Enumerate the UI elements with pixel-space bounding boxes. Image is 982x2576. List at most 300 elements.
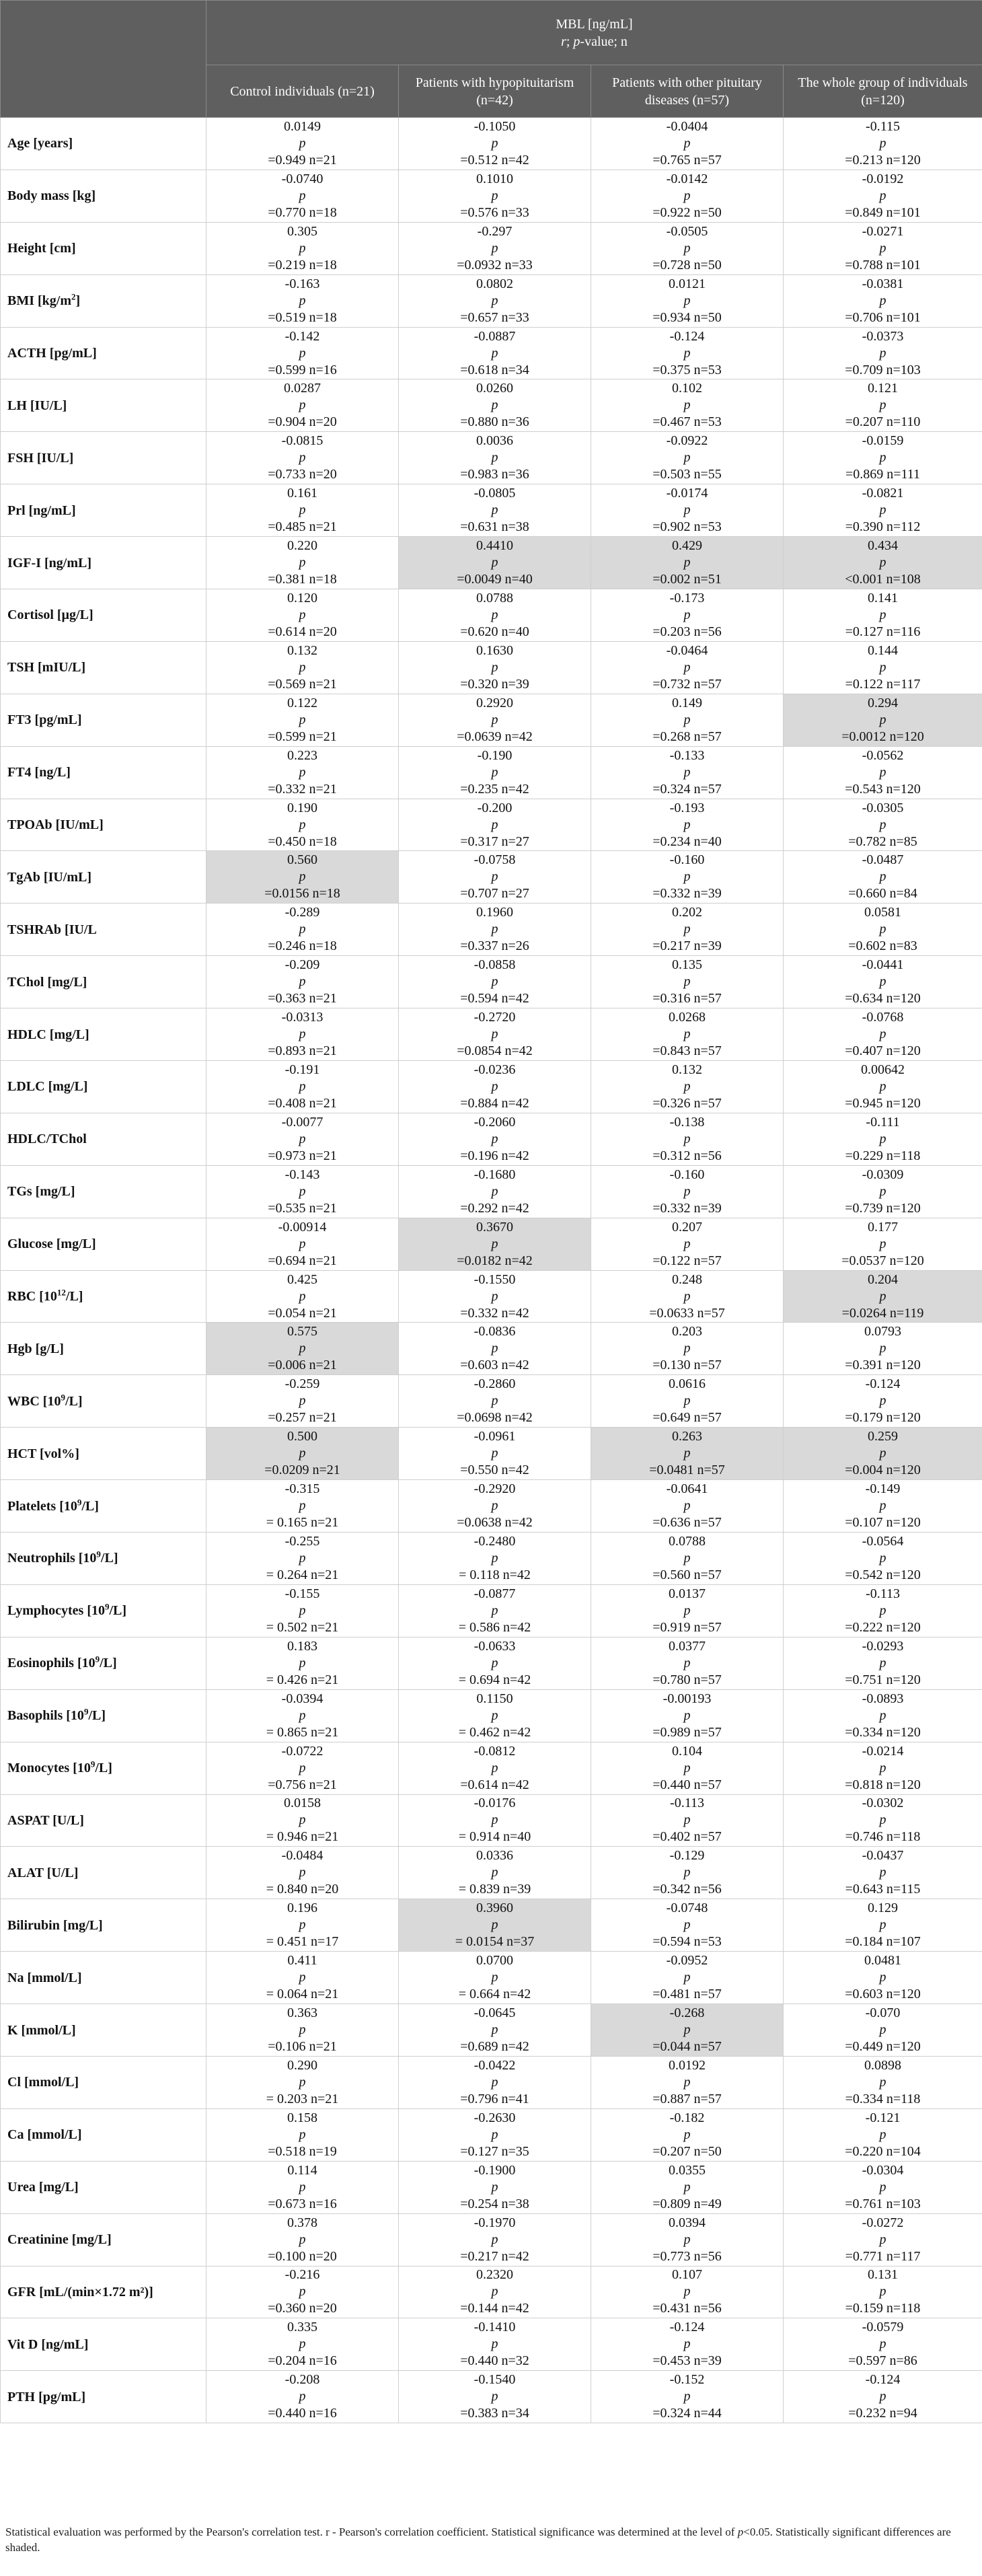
p-value: p =0.337 n=26 xyxy=(460,922,529,954)
r-value: 0.0394 xyxy=(669,2215,706,2230)
value-cell xyxy=(591,851,784,904)
p-value: p =0.796 n=41 xyxy=(460,2074,529,2106)
value-cell xyxy=(784,1637,982,1689)
r-value: -0.315 xyxy=(285,1481,320,1497)
r-value: 0.0581 xyxy=(864,905,901,920)
value-cell xyxy=(206,1794,399,1847)
value-cell xyxy=(591,1899,784,1952)
p-value: p =0.543 n=120 xyxy=(845,764,921,797)
p-value: p =0.207 n=110 xyxy=(845,398,921,430)
row-label: Ca [mmol/L] xyxy=(1,2108,206,2161)
value-cell xyxy=(784,799,982,851)
value-cell xyxy=(206,1218,399,1270)
value-cell xyxy=(206,1270,399,1323)
r-value: -0.149 xyxy=(865,1481,901,1497)
p-value: p =0.217 n=42 xyxy=(460,2232,529,2264)
table-header xyxy=(1,1,982,118)
value-cell xyxy=(399,1113,591,1165)
table-row xyxy=(1,2161,982,2213)
value-cell xyxy=(206,2266,399,2318)
r-value: -0.289 xyxy=(285,905,320,920)
value-cell xyxy=(399,222,591,274)
value-cell xyxy=(399,2056,591,2108)
r-value: 0.259 xyxy=(868,1429,898,1444)
value-cell xyxy=(206,1480,399,1533)
column-header-other-pituitary: Patients with other pituitary diseases (n=57) xyxy=(591,65,784,118)
value-cell xyxy=(591,1584,784,1637)
r-value: 0.411 xyxy=(287,1953,317,1968)
r-value: -0.0645 xyxy=(474,2005,516,2020)
p-value: p =0.144 n=42 xyxy=(460,2284,529,2316)
r-value: -0.155 xyxy=(285,1586,320,1601)
table-row xyxy=(1,1637,982,1689)
value-cell xyxy=(784,1689,982,1742)
r-value: -0.0437 xyxy=(862,1848,904,1864)
value-cell xyxy=(399,641,591,694)
r-value: -0.0293 xyxy=(862,1638,904,1654)
r-value: 0.204 xyxy=(868,1272,898,1287)
row-label: GFR [mL/(min×1.72 m²)] xyxy=(1,2266,206,2318)
row-label: Body mass [kg] xyxy=(1,170,206,222)
p-value: p =0.363 n=21 xyxy=(268,974,337,1006)
column-header-whole-group: The whole group of individuals (n=120) xyxy=(784,65,982,118)
p-value: p =0.771 n=117 xyxy=(845,2232,921,2264)
p-value: p =0.391 n=120 xyxy=(845,1341,921,1373)
p-value: p = 0.165 n=21 xyxy=(266,1498,339,1531)
p-value: p =0.0264 n=119 xyxy=(841,1288,924,1321)
value-cell xyxy=(206,956,399,1008)
value-cell xyxy=(591,2004,784,2057)
r-value: 0.2920 xyxy=(476,695,513,710)
table-row xyxy=(1,1113,982,1165)
p-value: p =0.332 n=39 xyxy=(652,869,722,901)
value-cell xyxy=(591,1637,784,1689)
p-value: p =0.0633 n=57 xyxy=(649,1288,725,1321)
p-value: p =0.332 n=42 xyxy=(460,1288,529,1321)
value-cell xyxy=(784,1375,982,1428)
value-cell xyxy=(591,1952,784,2004)
r-value: 0.294 xyxy=(868,695,898,710)
value-cell xyxy=(784,170,982,222)
r-value: -0.268 xyxy=(669,2005,705,2020)
row-label: HDLC [mg/L] xyxy=(1,1008,206,1061)
r-value: -0.0464 xyxy=(666,642,708,658)
p-value: p =0.184 n=107 xyxy=(845,1917,921,1950)
row-label: LH [IU/L] xyxy=(1,379,206,432)
p-value: p =0.620 n=40 xyxy=(460,607,529,639)
value-cell xyxy=(206,432,399,484)
value-cell xyxy=(399,2318,591,2371)
p-value: p =0.765 n=57 xyxy=(652,135,722,168)
p-value: p =0.518 n=19 xyxy=(268,2127,337,2159)
value-cell xyxy=(784,2371,982,2423)
r-value: -0.0633 xyxy=(474,1638,516,1654)
r-value: -0.1680 xyxy=(474,1167,516,1182)
row-label: TChol [mg/L] xyxy=(1,956,206,1008)
p-value: p =0.390 n=112 xyxy=(845,503,921,535)
r-value: -0.0305 xyxy=(862,800,904,815)
r-value: -0.0404 xyxy=(666,118,708,134)
table-row xyxy=(1,1270,982,1323)
table-row xyxy=(1,641,982,694)
row-label: HDLC/TChol xyxy=(1,1113,206,1165)
value-cell xyxy=(206,379,399,432)
row-label: Vit D [ng/mL] xyxy=(1,2318,206,2371)
r-value: 0.0898 xyxy=(864,2057,901,2073)
r-value: -0.070 xyxy=(865,2005,901,2020)
p-value: p =0.235 n=42 xyxy=(460,764,529,797)
p-value: p =0.0156 n=18 xyxy=(264,869,340,901)
value-cell xyxy=(591,2266,784,2318)
r-value: -0.255 xyxy=(285,1533,320,1549)
r-value: -0.138 xyxy=(669,1114,705,1130)
r-value: -0.209 xyxy=(285,957,320,973)
p-value: p = 0.462 n=42 xyxy=(458,1707,531,1740)
p-value: p =0.902 n=53 xyxy=(652,503,722,535)
p-value: p =0.127 n=116 xyxy=(845,607,921,639)
r-value: -0.193 xyxy=(669,800,705,815)
table-row xyxy=(1,432,982,484)
value-cell xyxy=(399,746,591,799)
table-row xyxy=(1,222,982,274)
row-label: Creatinine [mg/L] xyxy=(1,2213,206,2266)
row-label: TgAb [IU/mL] xyxy=(1,851,206,904)
r-value: -0.216 xyxy=(285,2267,320,2283)
p-value: p = 0.118 n=42 xyxy=(459,1550,531,1582)
table-row xyxy=(1,274,982,327)
r-value: 0.0260 xyxy=(476,381,513,396)
value-cell xyxy=(206,1533,399,1585)
row-label: K [mmol/L] xyxy=(1,2004,206,2057)
r-value: -0.0579 xyxy=(862,2320,904,2335)
value-cell xyxy=(784,904,982,956)
r-value: 0.0036 xyxy=(476,433,513,449)
p-value: p =0.408 n=21 xyxy=(268,1078,337,1111)
r-value: -0.163 xyxy=(285,276,320,291)
table-row xyxy=(1,694,982,746)
r-value: 0.161 xyxy=(287,486,317,501)
p-value: p =0.569 n=21 xyxy=(268,659,337,692)
value-cell xyxy=(591,904,784,956)
r-value: -0.0836 xyxy=(474,1324,516,1339)
value-cell xyxy=(784,1742,982,1794)
r-value: 0.121 xyxy=(868,381,898,396)
row-label: ASPAT [U/L] xyxy=(1,1794,206,1847)
r-value: 0.0192 xyxy=(669,2057,706,2073)
r-value: -0.0484 xyxy=(281,1848,324,1864)
table-row xyxy=(1,2213,982,2266)
table-row xyxy=(1,1689,982,1742)
p-value: p =0.945 n=120 xyxy=(845,1078,921,1111)
value-cell xyxy=(784,484,982,537)
p-value: p =0.0182 n=42 xyxy=(457,1236,533,1268)
table-row xyxy=(1,2056,982,2108)
r-value: 0.122 xyxy=(287,695,317,710)
r-value: 0.1010 xyxy=(476,171,513,186)
r-value: 0.4410 xyxy=(476,538,513,554)
value-cell xyxy=(784,589,982,642)
p-value: p =0.597 n=86 xyxy=(848,2336,917,2369)
value-cell xyxy=(784,432,982,484)
p-value: p =0.773 n=56 xyxy=(652,2232,722,2264)
r-value: -0.113 xyxy=(866,1586,900,1601)
r-value: 0.196 xyxy=(287,1901,317,1916)
r-value: -0.0887 xyxy=(474,328,516,344)
value-cell xyxy=(399,170,591,222)
p-value: p =0.220 n=104 xyxy=(845,2127,921,2159)
r-value: 0.158 xyxy=(287,2110,317,2125)
row-label: Bilirubin [mg/L] xyxy=(1,1899,206,1952)
p-value: p =0.884 n=42 xyxy=(460,1078,529,1111)
value-cell xyxy=(399,851,591,904)
value-cell xyxy=(206,2161,399,2213)
r-value: 0.183 xyxy=(287,1638,317,1654)
r-value: 0.223 xyxy=(287,747,317,763)
value-cell xyxy=(591,2318,784,2371)
p-value: p =0.599 n=21 xyxy=(268,712,337,744)
p-value: p =0.207 n=50 xyxy=(652,2127,722,2159)
r-value: 0.3960 xyxy=(476,1901,513,1916)
r-value: 0.0121 xyxy=(669,276,706,291)
p-value: p = 0.064 n=21 xyxy=(266,1970,339,2002)
value-cell xyxy=(591,274,784,327)
r-value: -0.1550 xyxy=(474,1272,516,1287)
p-value: p =0.320 n=39 xyxy=(460,659,529,692)
value-cell xyxy=(784,2161,982,2213)
r-value: -0.2920 xyxy=(474,1481,516,1497)
table-body xyxy=(1,118,982,2423)
value-cell xyxy=(591,537,784,589)
row-label: TPOAb [IU/mL] xyxy=(1,799,206,851)
value-cell xyxy=(784,1952,982,2004)
p-value: p =0.332 n=39 xyxy=(652,1183,722,1216)
row-label: Cl [mmol/L] xyxy=(1,2056,206,2108)
value-cell xyxy=(591,1061,784,1113)
r-value: -0.0961 xyxy=(474,1429,516,1444)
r-value: -0.0505 xyxy=(666,223,708,239)
p-value: p =0.636 n=57 xyxy=(652,1498,722,1531)
r-value: -0.0192 xyxy=(862,171,904,186)
value-cell xyxy=(784,2056,982,2108)
r-value: 0.0788 xyxy=(669,1533,706,1549)
row-label: WBC $[10^9/L]$ xyxy=(1,1375,206,1428)
r-value: 0.144 xyxy=(868,642,898,658)
p-value: p =0.887 n=57 xyxy=(652,2074,722,2106)
value-cell xyxy=(784,1794,982,1847)
value-cell xyxy=(784,1847,982,1899)
table-row xyxy=(1,1794,982,1847)
value-cell xyxy=(399,327,591,379)
value-cell xyxy=(591,2056,784,2108)
table-row xyxy=(1,1899,982,1952)
value-cell xyxy=(399,1323,591,1375)
r-value: 0.3670 xyxy=(476,1219,513,1235)
p-value: p =0.0854 n=42 xyxy=(457,1027,533,1059)
r-value: -0.113 xyxy=(670,1796,704,1811)
r-value: -0.0441 xyxy=(862,957,904,973)
p-value: p =0.733 n=20 xyxy=(268,450,337,482)
value-cell xyxy=(591,1323,784,1375)
p-value: p =0.843 n=57 xyxy=(652,1027,722,1059)
p-value: p = 0.264 n=21 xyxy=(266,1550,339,1582)
value-cell xyxy=(591,1113,784,1165)
p-value: p =0.809 n=49 xyxy=(652,2179,722,2211)
p-value: p =0.788 n=101 xyxy=(845,240,921,272)
value-cell xyxy=(591,1428,784,1480)
value-cell xyxy=(591,1689,784,1742)
r-value: 0.0137 xyxy=(669,1586,706,1601)
p-value: p = 0.914 n=40 xyxy=(458,1812,531,1845)
p-value: p =0.949 n=21 xyxy=(268,135,337,168)
r-value: 0.560 xyxy=(287,852,317,868)
value-cell xyxy=(591,956,784,1008)
row-label: TSH [mIU/L] xyxy=(1,641,206,694)
r-value: 0.149 xyxy=(672,695,702,710)
header-title-cell xyxy=(206,1,982,65)
value-cell xyxy=(591,641,784,694)
p-value: p =0.706 n=101 xyxy=(845,293,921,325)
row-label: Hgb [g/L] xyxy=(1,1323,206,1375)
p-value: p =0.0049 n=40 xyxy=(457,555,533,587)
p-value: p =0.0698 n=42 xyxy=(457,1393,533,1426)
r-value: -0.0562 xyxy=(862,747,904,763)
r-value: 0.177 xyxy=(868,1219,898,1235)
p-value: p =0.002 n=51 xyxy=(652,555,722,587)
p-value: p =0.106 n=21 xyxy=(268,2022,337,2054)
table-row xyxy=(1,1952,982,2004)
row-label: TSHRAb [IU/L xyxy=(1,904,206,956)
value-cell xyxy=(206,170,399,222)
r-value: -0.0309 xyxy=(862,1167,904,1182)
value-cell xyxy=(784,1428,982,1480)
value-cell xyxy=(399,956,591,1008)
value-cell xyxy=(591,484,784,537)
p-value: p = 0.586 n=42 xyxy=(458,1603,531,1635)
p-value: p =0.450 n=18 xyxy=(268,817,337,849)
p-value: p =0.880 n=36 xyxy=(460,398,529,430)
p-value: p =0.602 n=83 xyxy=(848,922,917,954)
p-value: p =0.919 n=57 xyxy=(652,1603,722,1635)
p-value: p =0.449 n=120 xyxy=(845,2022,921,2054)
p-value: p =0.649 n=57 xyxy=(652,1393,722,1426)
r-value: -0.259 xyxy=(285,1376,320,1392)
r-value: -0.1540 xyxy=(474,2372,516,2388)
p-value: p =0.467 n=53 xyxy=(652,398,722,430)
r-value: 0.132 xyxy=(287,642,317,658)
value-cell xyxy=(784,222,982,274)
r-value: 0.0802 xyxy=(476,276,513,291)
value-cell xyxy=(206,1584,399,1637)
p-value: p =0.694 n=21 xyxy=(268,1236,337,1268)
value-cell xyxy=(399,2004,591,2057)
p-value: p =0.316 n=57 xyxy=(652,974,722,1006)
r-value: 0.00642 xyxy=(861,1062,905,1077)
p-value: p = 0.502 n=21 xyxy=(266,1603,339,1635)
value-cell xyxy=(399,799,591,851)
p-value: p =0.246 n=18 xyxy=(268,922,337,954)
r-value: -0.0176 xyxy=(474,1796,516,1811)
p-value: p =0.631 n=38 xyxy=(460,503,529,535)
value-cell xyxy=(591,1533,784,1585)
table-row xyxy=(1,1533,982,1585)
value-cell xyxy=(399,1008,591,1061)
r-value: 0.107 xyxy=(672,2267,702,2283)
p-value: p =0.006 n=21 xyxy=(268,1341,337,1373)
p-value: p =0.317 n=27 xyxy=(460,817,529,849)
value-cell xyxy=(399,2371,591,2423)
r-value: 0.0355 xyxy=(669,2162,706,2178)
row-label: RBC $[10^{12}/L]$ xyxy=(1,1270,206,1323)
value-cell xyxy=(784,1533,982,1585)
r-value: 0.202 xyxy=(672,905,702,920)
value-cell xyxy=(206,589,399,642)
table-row xyxy=(1,118,982,170)
p-value: p =0.519 n=18 xyxy=(268,293,337,325)
r-value: -0.1410 xyxy=(474,2320,516,2335)
r-value: 0.129 xyxy=(868,1901,898,1916)
table-row xyxy=(1,1584,982,1637)
row-label: Platelets $[10^9/L]$ xyxy=(1,1480,206,1533)
value-cell xyxy=(399,274,591,327)
p-value: p =0.0209 n=21 xyxy=(264,1446,340,1478)
value-cell xyxy=(784,2213,982,2266)
value-cell xyxy=(206,1113,399,1165)
value-cell xyxy=(784,2108,982,2161)
r-value: -0.0641 xyxy=(666,1481,708,1497)
value-cell xyxy=(591,2213,784,2266)
p-value: p =0.770 n=18 xyxy=(268,188,337,220)
value-cell xyxy=(591,432,784,484)
value-cell xyxy=(399,1218,591,1270)
r-value: 0.335 xyxy=(287,2320,317,2335)
r-value: -0.0304 xyxy=(862,2162,904,2178)
value-cell xyxy=(784,327,982,379)
p-value: p =0.213 n=120 xyxy=(845,135,921,168)
value-cell xyxy=(206,1008,399,1061)
p-value: p =0.453 n=39 xyxy=(652,2336,722,2369)
value-cell xyxy=(591,1165,784,1218)
value-cell xyxy=(206,2056,399,2108)
value-cell xyxy=(399,1061,591,1113)
r-value: 0.0377 xyxy=(669,1638,706,1654)
r-value: -0.124 xyxy=(865,1376,901,1392)
p-value: p =0.739 n=120 xyxy=(845,1183,921,1216)
p-value: p =0.440 n=16 xyxy=(268,2389,337,2421)
table-row xyxy=(1,1218,982,1270)
p-value: p =0.203 n=56 xyxy=(652,607,722,639)
value-cell xyxy=(784,2004,982,2057)
p-value: p =0.312 n=56 xyxy=(652,1131,722,1163)
p-value: p =0.127 n=35 xyxy=(460,2127,529,2159)
r-value: -0.2720 xyxy=(474,1010,516,1025)
r-value: 0.378 xyxy=(287,2215,317,2230)
p-value: p =0.782 n=85 xyxy=(848,817,917,849)
p-value: p =0.818 n=120 xyxy=(845,1760,921,1792)
r-value: 0.114 xyxy=(287,2162,317,2178)
p-value: p = 0.203 n=21 xyxy=(266,2074,339,2106)
p-value: p = 0.664 n=42 xyxy=(458,1970,531,2002)
value-cell xyxy=(399,1375,591,1428)
r-value: -0.2060 xyxy=(474,1114,516,1130)
value-cell xyxy=(206,2213,399,2266)
p-value: p =0.761 n=103 xyxy=(845,2179,921,2211)
value-cell xyxy=(206,694,399,746)
value-cell xyxy=(206,1952,399,2004)
table-row xyxy=(1,1008,982,1061)
p-value: p =0.431 n=56 xyxy=(652,2284,722,2316)
p-value: p =0.326 n=57 xyxy=(652,1078,722,1111)
value-cell xyxy=(591,118,784,170)
